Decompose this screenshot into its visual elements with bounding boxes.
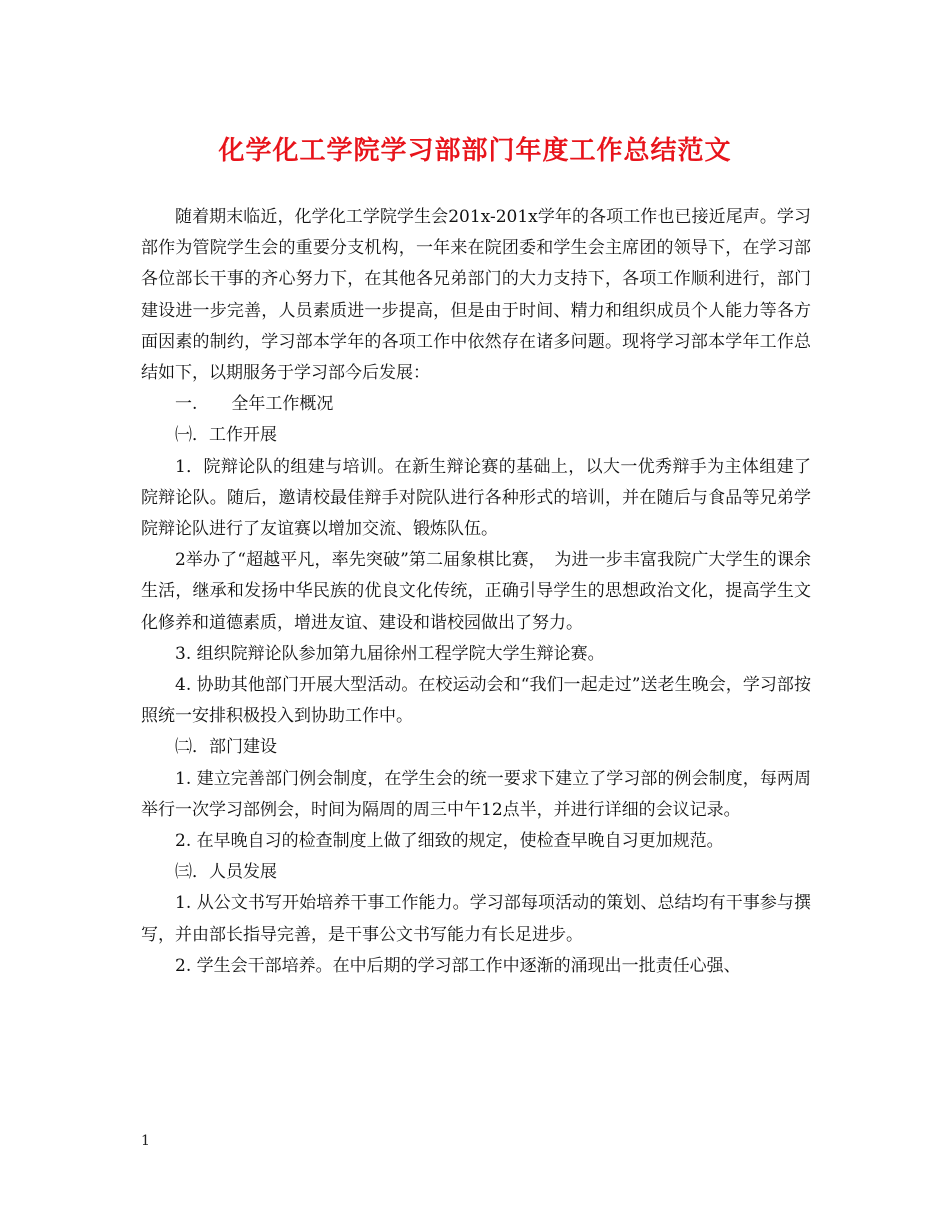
list-item-paragraph: 1．院辩论队的组建与培训。在新生辩论赛的基础上，以大一优秀辩手为主体组建了院辩论队。随后，邀请校最佳辩手对院队进行各种形式的培训，并在随后与食品等兄弟学院辩论队进行了友谊赛以增加交流、锻炼队伍。	[141, 456, 811, 540]
list-item-paragraph: 2举办了“超越平凡，率先突破”第二届象棋比赛， 为进一步丰富我院广大学生的课余生活，继承和发扬中华民族的优良文化传统，正确引导学生的思想政治文化，提高学生文化修养和道德素质，增进友谊、建设和谐校园做出了努力。	[141, 550, 811, 633]
subsection-heading-personnel: ㈢．人员发展	[175, 862, 277, 883]
page-number: 1	[141, 1133, 150, 1149]
list-item-paragraph: 4. 协助其他部门开展大型活动。在校运动会和“我们一起走过”送老生晚会，学习部按照统一安排积极投入到协助工作中。	[141, 675, 811, 727]
intro-paragraph: 随着期末临近，化学化工学院学生会201x-201x学年的各项工作也已接近尾声。学习部作为管院学生会的重要分支机构，一年来在院团委和学生会主席团的领导下，在学习部各位部长干事的齐心努力下，在其他各兄弟部门的大力支持下，各项工作顺利进行，部门建设进一步完善，人员素质进一步提高，但是由于时间、精力和组织成员个人能力等各方面因素的制约，学习部本学年的各项工作中依然存在诸多问题。现将学习部本学年工作总结如下，以期服务于学习部今后发展：	[141, 207, 811, 384]
document-title: 化学化工学院学习部部门年度工作总结范文	[218, 136, 732, 166]
list-item-paragraph: 2. 学生会干部培养。在中后期的学习部工作中逐渐的涌现出一批责任心强、	[175, 955, 741, 976]
list-item-paragraph: 1. 建立完善部门例会制度，在学生会的统一要求下建立了学习部的例会制度，每两周举行一次学习部例会，时间为隔周的周三中午12点半，并进行详细的会议记录。	[141, 768, 811, 820]
document-body	[141, 202, 811, 982]
subsection-heading-department: ㈡．部门建设	[175, 737, 277, 758]
list-item-paragraph: 1. 从公文书写开始培养干事工作能力。学习部每项活动的策划、总结均有干事参与撰写，并由部长指导完善，是干事公文书写能力有长足进步。	[141, 893, 811, 945]
subsection-heading-work: ㈠．工作开展	[175, 425, 277, 446]
section-heading-overview: 一. 全年工作概况	[175, 394, 334, 415]
list-item-paragraph: 3. 组织院辩论队参加第九届徐州工程学院大学生辩论赛。	[175, 643, 605, 664]
list-item-paragraph: 2. 在早晚自习的检查制度上做了细致的规定，使检查早晚自习更加规范。	[175, 831, 724, 852]
